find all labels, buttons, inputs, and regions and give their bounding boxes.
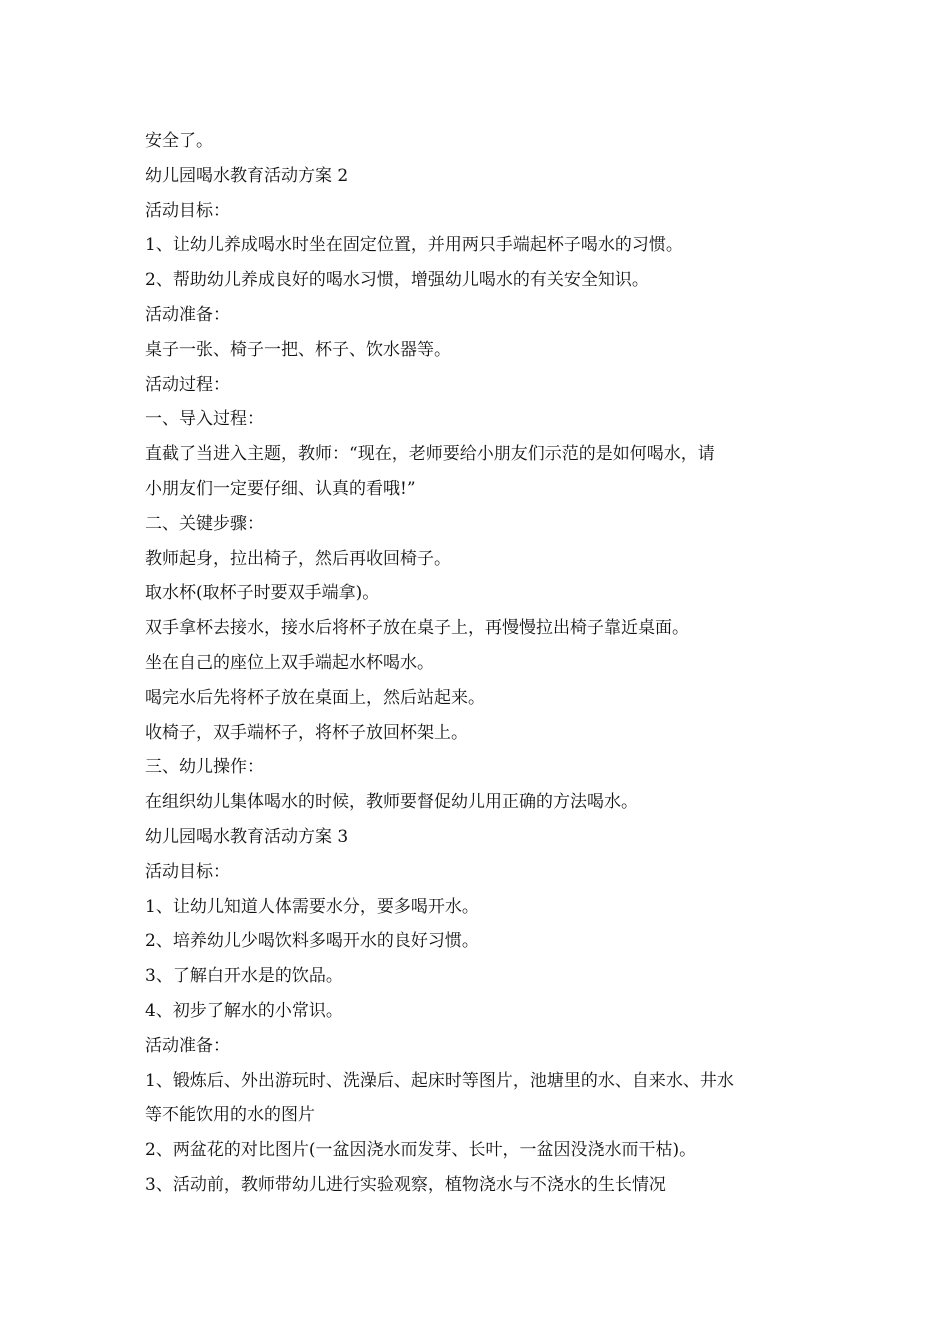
text-line: 1、让幼儿知道人体需要水分，要多喝开水。 (145, 896, 479, 917)
text-line: 取水杯(取杯子时要双手端拿)。 (145, 583, 380, 604)
text-line: 直截了当进入主题，教师：“现在，老师要给小朋友们示范的是如何喝水，请 (145, 444, 715, 465)
text-line: 1、锻炼后、外出游玩时、洗澡后、起床时等图片，池塘里的水、自来水、井水 (145, 1070, 734, 1091)
text-line: 一、导入过程： (145, 409, 264, 430)
text-line: 双手拿杯去接水，接水后将杯子放在桌子上，再慢慢拉出椅子靠近桌面。 (145, 618, 689, 639)
text-line: 二、关键步骤： (145, 513, 264, 534)
text-line: 2、两盆花的对比图片(一盆因浇水而发芽、长叶，一盆因没浇水而干枯)。 (145, 1140, 697, 1161)
text-line: 坐在自己的座位上双手端起水杯喝水。 (145, 652, 434, 673)
text-line: 3、了解白开水是的饮品。 (145, 966, 343, 987)
text-line: 喝完水后先将杯子放在桌面上，然后站起来。 (145, 687, 485, 708)
text-line: 1、让幼儿养成喝水时坐在固定位置，并用两只手端起杯子喝水的习惯。 (145, 235, 683, 256)
text-line: 桌子一张、椅子一把、杯子、饮水器等。 (145, 339, 451, 360)
text-line: 2、培养幼儿少喝饮料多喝开水的良好习惯。 (145, 931, 479, 952)
text-line: 收椅子，双手端杯子，将杯子放回杯架上。 (145, 722, 468, 743)
text-line: 活动准备： (145, 1035, 230, 1056)
text-line: 活动过程： (145, 374, 230, 395)
section-heading: 幼儿园喝水教育活动方案 3 (145, 826, 349, 847)
text-line: 教师起身，拉出椅子，然后再收回椅子。 (145, 548, 451, 569)
text-line: 等不能饮用的水的图片 (145, 1105, 315, 1126)
text-line: 小朋友们一定要仔细、认真的看哦!” (145, 478, 416, 499)
text-line: 三、幼儿操作： (145, 757, 264, 778)
text-line: 活动准备： (145, 304, 230, 325)
text-line: 4、初步了解水的小常识。 (145, 1000, 343, 1021)
text-line: 活动目标： (145, 861, 230, 882)
text-line: 3、活动前，教师带幼儿进行实验观察，植物浇水与不浇水的生长情况 (145, 1174, 666, 1195)
text-line: 安全了。 (145, 131, 213, 151)
text-line: 2、帮助幼儿养成良好的喝水习惯，增强幼儿喝水的有关安全知识。 (145, 270, 649, 291)
text-line: 在组织幼儿集体喝水的时候，教师要督促幼儿用正确的方法喝水。 (145, 792, 638, 813)
text-line: 活动目标： (145, 200, 230, 221)
document-body (145, 124, 810, 1203)
section-heading: 幼儿园喝水教育活动方案 2 (145, 165, 349, 186)
